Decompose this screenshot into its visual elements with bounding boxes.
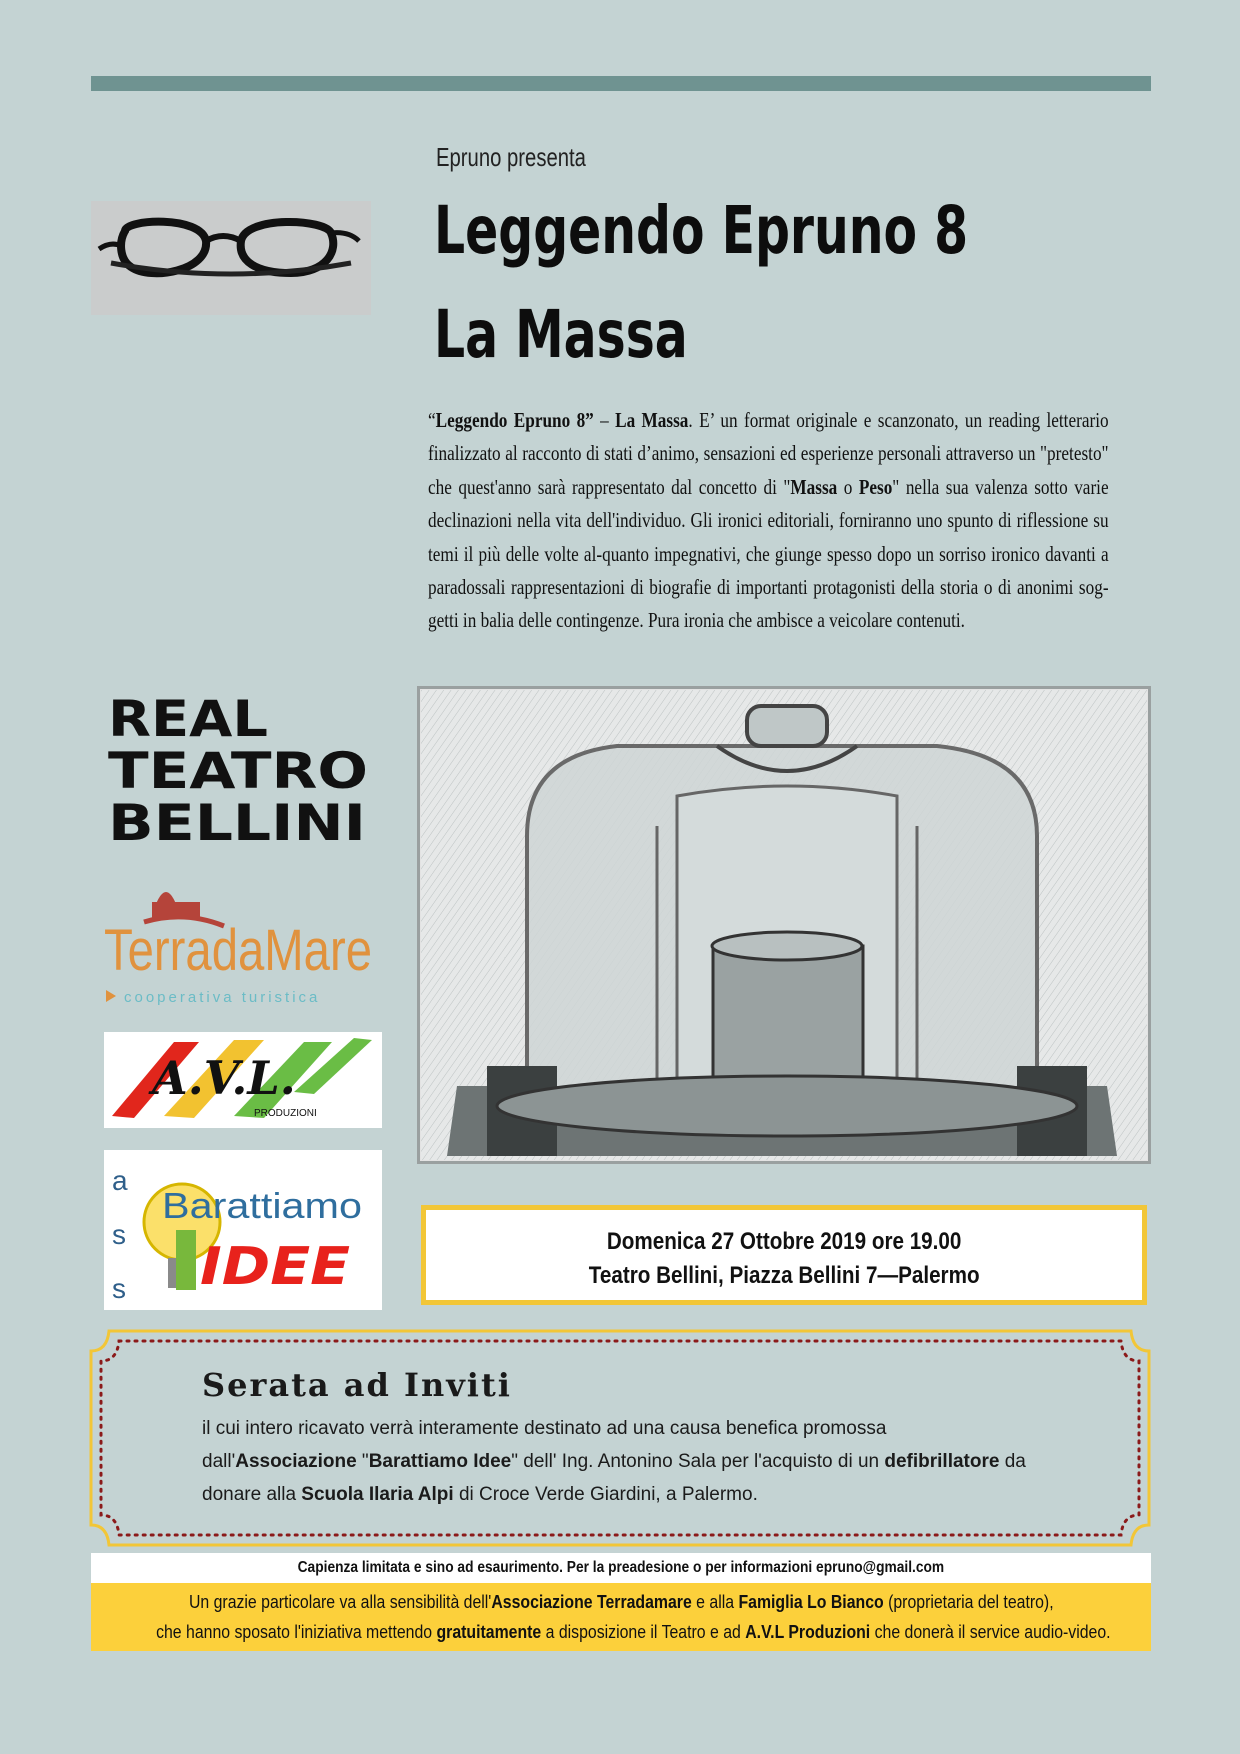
ass-letter-1: a (112, 1165, 128, 1196)
top-bar (91, 76, 1151, 91)
bell-jar-photo (417, 686, 1151, 1164)
avl-sub: PRODUZIONI (254, 1108, 317, 1119)
terradamare-tagline: cooperativa turistica (124, 989, 321, 1006)
barattiamo-idee-logo (104, 1150, 382, 1310)
teatro-logo-line3: BELLINI (108, 794, 366, 852)
invite-title: Serata ad Inviti (202, 1366, 512, 1404)
thanks-line-1: Un grazie particolare va alla sensibilità dell'Associazione Terradamare e alla Famiglia Lo Bianco (proprietaria del teatro), (188, 1592, 1054, 1612)
ass-letter-3: s (112, 1273, 126, 1304)
event-subtitle: La Massa (434, 296, 688, 373)
avl-produzioni-logo (104, 1032, 382, 1128)
terradamare-name: TerradaMare (104, 918, 372, 983)
teatro-logo-line2: TEATRO (108, 742, 368, 800)
capacity-notice: Capienza limitata e sino ad esaurimento. Per la preadesione o per informazioni epruno@gmail.com (91, 1553, 1151, 1583)
presenter-label: Epruno presenta (436, 142, 586, 172)
teatro-logo-line1: REAL (108, 690, 268, 748)
ass-letter-2: s (112, 1219, 126, 1250)
thanks-section (91, 1583, 1151, 1651)
event-venue: Teatro Bellini, Piazza Bellini 7—Palermo (588, 1262, 980, 1289)
event-date: Domenica 27 Ottobre 2019 ore 19.00 (606, 1228, 962, 1255)
thanks-line-2: che hanno sposato l'iniziativa mettendo gratuitamente a disposizione il Teatro e ad A.V.L Produzioni che donerà il service audio-video. (156, 1622, 1111, 1642)
real-teatro-bellini-logo (104, 690, 370, 852)
event-details-box (421, 1205, 1147, 1305)
terradamare-logo (104, 870, 376, 1005)
intro-paragraph: “Leggendo Epruno 8” – La Massa. E’ un format originale e scanzonato, un reading letterario finalizzato al racconto di stati d’animo, sensazioni ed esperienze personali attraverso un "pretesto" che quest'anno sarà rappresentato dal concetto di "Massa o Peso" nella sua valenza sotto varie declinazioni nella vita dell'individuo. Gli ironici editoriali, forniranno uno spunto di riflessione su temi il più delle volte al-quanto impegnativi, che giunge spesso dopo un sorriso ironico davanti a paradossali rappresentazioni di biografie di importanti protagonisti della storia o di anonimi sog-getti in balia delle contingenze. Pura ironia che ambisce a veicolare contenuti. (428, 408, 1109, 633)
glasses-image (91, 201, 371, 315)
invite-description: il cui intero ricavato verrà interamente destinato ad una causa benefica promossa dall'Associazione "Barattiamo Idee" dell' Ing. Antonino Sala per l'acquisto di un defibrillatore da donare alla Scuola Ilaria Alpi di Croce Verde Giardini, a Palermo. (202, 1418, 1026, 1505)
event-title: Leggendo Epruno 8 (434, 192, 969, 269)
idee-word: IDEE (200, 1237, 350, 1297)
barattiamo-word: Barattiamo (162, 1185, 362, 1226)
avl-name: A.V.L. (152, 1051, 296, 1105)
